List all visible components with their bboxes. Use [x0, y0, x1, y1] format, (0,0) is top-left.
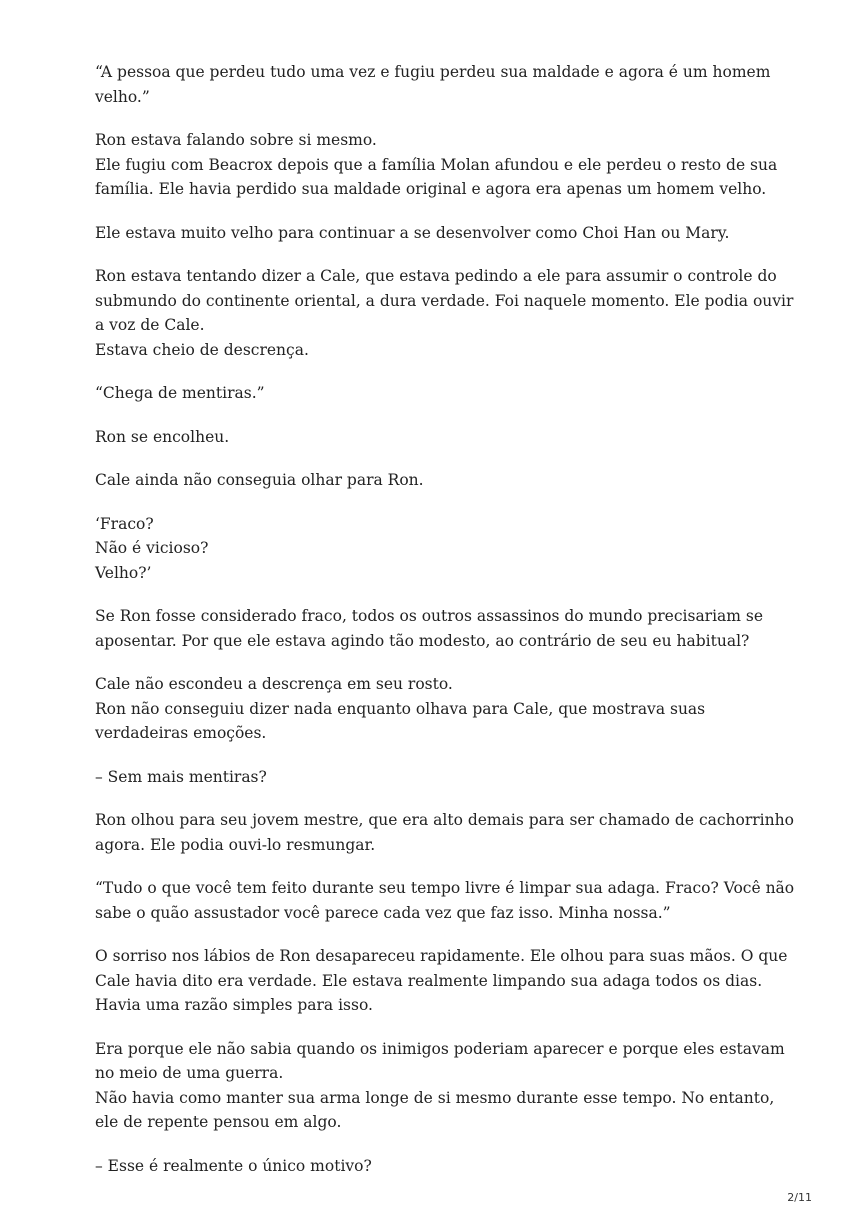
paragraph [95, 604, 795, 653]
text-line: ‘Fraco? [95, 514, 154, 533]
paragraph [95, 1154, 795, 1179]
paragraph [95, 221, 795, 246]
text-line: Estava cheio de descrença. [95, 340, 309, 359]
text-line: “Tudo o que você tem feito durante seu tempo livre é limpar sua adaga. Fraco? Você não [95, 879, 795, 897]
text-line: Ron estava tentando dizer a Cale, que estava pedindo a ele para assumir o controle do [95, 267, 777, 285]
paragraph [95, 128, 795, 202]
text-line: Era porque ele não sabia quando os inimigos poderiam aparecer e porque eles estavam [95, 1039, 785, 1058]
text-line: Cale não escondeu a descrença em seu rosto. [95, 675, 453, 693]
text-line: verdadeiras emoções. [95, 724, 267, 742]
text-line: Cale havia dito era verdade. Ele estava realmente limpando sua adaga todos os dias. [95, 971, 763, 990]
paragraph [95, 808, 795, 857]
paragraph [95, 1037, 795, 1135]
paragraph [95, 264, 795, 362]
text-line: sabe o quão assustador você parece cada vez que faz isso. Minha nossa.” [95, 903, 671, 922]
text-line: Ele fugiu com Beacrox depois que a família Molan afundou e ele perdeu o resto de sua [95, 155, 778, 174]
text-line: Ele estava muito velho para continuar a se desenvolver como Choi Han ou Mary. [95, 223, 730, 242]
text-line: Ron não conseguiu dizer nada enquanto olhava para Cale, que mostrava suas [95, 699, 706, 718]
paragraph [95, 876, 795, 925]
document-body [95, 60, 795, 1197]
text-line: Ron se encolheu. [95, 427, 230, 446]
text-line: a voz de Cale. [95, 316, 205, 334]
text-line: no meio de uma guerra. [95, 1064, 284, 1082]
text-line: Não é vicioso? [95, 539, 209, 557]
text-line: Não havia como manter sua arma longe de si mesmo durante esse tempo. No entanto, [95, 1088, 775, 1107]
text-line: submundo do continente oriental, a dura verdade. Foi naquele momento. Ele podia ouvir [95, 291, 794, 310]
paragraph [95, 765, 795, 790]
text-line: velho.” [95, 87, 150, 106]
paragraph [95, 944, 795, 1018]
text-line: família. Ele havia perdido sua maldade original e agora era apenas um homem velho. [95, 180, 767, 198]
page-number: 2/11 [787, 1191, 812, 1204]
text-line: Ron estava falando sobre si mesmo. [95, 131, 377, 149]
text-line: agora. Ele podia ouvi-lo resmungar. [95, 835, 376, 854]
text-line: Havia uma razão simples para isso. [95, 996, 373, 1014]
paragraph [95, 425, 795, 450]
text-line: ele de repente pensou em algo. [95, 1113, 342, 1131]
paragraph [95, 512, 795, 586]
text-line: Ron olhou para seu jovem mestre, que era alto demais para ser chamado de cachorrinho [95, 811, 794, 829]
text-line: Se Ron fosse considerado fraco, todos os outros assassinos do mundo precisariam se [95, 607, 764, 625]
paragraph [95, 672, 795, 746]
paragraph [95, 381, 795, 406]
paragraph [95, 60, 795, 109]
text-line: – Sem mais mentiras? [95, 767, 267, 786]
text-line: – Esse é realmente o único motivo? [95, 1156, 372, 1175]
text-line: aposentar. Por que ele estava agindo tão modesto, ao contrário de seu eu habitual? [95, 631, 750, 650]
text-line: “Chega de mentiras.” [95, 384, 265, 402]
text-line: Velho?’ [95, 563, 152, 582]
text-line: Cale ainda não conseguia olhar para Ron. [95, 471, 424, 489]
text-line: “A pessoa que perdeu tudo uma vez e fugiu perdeu sua maldade e agora é um homem [95, 63, 771, 81]
text-line: O sorriso nos lábios de Ron desapareceu rapidamente. Ele olhou para suas mãos. O que [95, 947, 788, 965]
paragraph [95, 468, 795, 493]
